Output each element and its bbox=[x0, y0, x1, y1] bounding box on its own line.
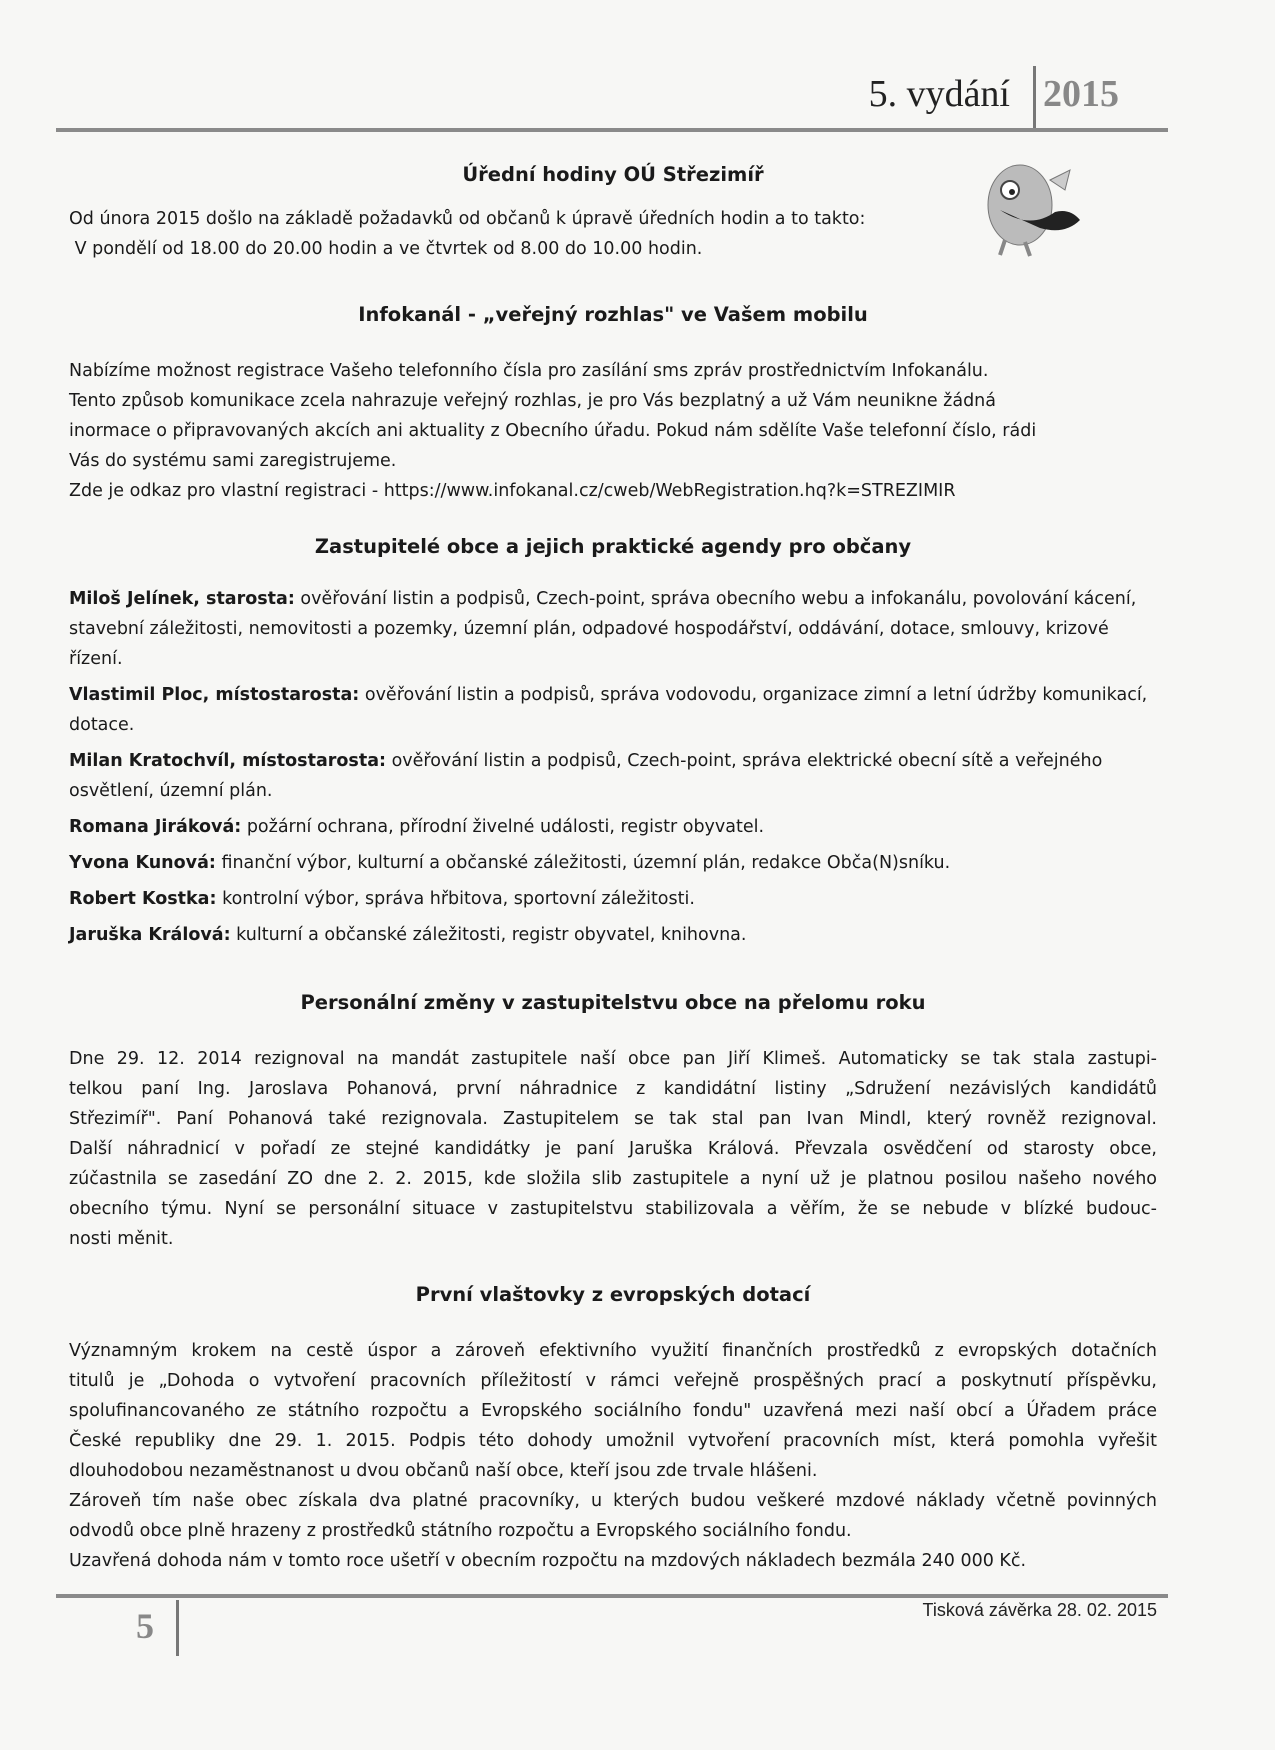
text-line: Dne 29. 12. 2014 rezignoval na mandát zastupitele naší obce pan Jiří Klimeš. Automaticky se tak stala zastupi- bbox=[69, 1049, 1157, 1069]
member-item bbox=[69, 920, 1157, 950]
text-line: Tento způsob komunikace zcela nahrazuje veřejný rozhlas, je pro Vás bezplatný a už Vám neunikne žádná bbox=[69, 391, 996, 411]
section-infokanal bbox=[69, 300, 1157, 506]
page-number: 5 bbox=[136, 1606, 154, 1646]
member-name: Jaruška Králová: bbox=[69, 925, 231, 945]
section-personnel-changes bbox=[69, 988, 1157, 1254]
section-representatives bbox=[69, 532, 1157, 956]
text-line: zúčastnila se zasedání ZO dne 2. 2. 2015, kde složila slib zastupitele a nyní už je platnou posilou našeho nového bbox=[69, 1169, 1157, 1189]
member-agenda: kulturní a občanské záležitosti, registr obyvatel, knihovna. bbox=[230, 925, 747, 945]
member-agenda: požární ochrana, přírodní živelné události, registr obyvatel. bbox=[241, 817, 765, 837]
text-line: Nabízíme možnost registrace Vašeho telefonního čísla pro zasílání sms zpráv prostřednictvím Infokanálu. bbox=[69, 361, 989, 381]
text-line: telkou paní Ing. Jaroslava Pohanová, první náhradnice z kandidátní listiny „Sdružení nezávislých kandidátů bbox=[69, 1079, 1157, 1099]
text-line: Významným krokem na cestě úspor a zároveň efektivního využití finančních prostředků z evropských dotačních bbox=[69, 1341, 1157, 1361]
text-line: Další náhradnicí v pořadí ze stejné kandidátky je paní Jaruška Králová. Převzala osvědčení od starosty obce, bbox=[69, 1139, 1157, 1159]
section-title: První vlaštovky z evropských dotací bbox=[415, 1283, 811, 1306]
member-agenda: ověřování listin a podpisů, správa vodovodu, organizace zimní a letní údržby komunikací, dotace. bbox=[69, 685, 1148, 735]
issue-label: 5. vydání bbox=[868, 73, 1010, 115]
member-name: Robert Kostka: bbox=[69, 889, 217, 909]
member-name: Vlastimil Ploc, místostarosta: bbox=[69, 685, 360, 705]
member-item bbox=[69, 812, 1157, 842]
member-name: Romana Jiráková: bbox=[69, 817, 242, 837]
text-line: odvodů obce plně hrazeny z prostředků státního rozpočtu a Evropského sociálního fondu. bbox=[69, 1521, 852, 1541]
footer-rule bbox=[56, 1594, 1168, 1598]
section-title: Infokanál - „veřejný rozhlas" ve Vašem mobilu bbox=[358, 303, 868, 326]
member-name: Milan Kratochvíl, místostarosta: bbox=[69, 751, 387, 771]
section-title: Úřední hodiny OÚ Střezimíř bbox=[462, 163, 764, 186]
registration-link[interactable]: Zde je odkaz pro vlastní registraci - https://www.infokanal.cz/cweb/WebRegistration.hq?k=STREZIMIR bbox=[69, 481, 956, 501]
header-divider bbox=[1033, 66, 1036, 128]
issue-year: 2015 bbox=[1043, 73, 1119, 115]
text-line: titulů je „Dohoda o vytvoření pracovních příležitostí v rámci veřejně prospěšných prací a poskytnutí příspěvku, bbox=[69, 1371, 1157, 1391]
text-line: nosti měnit. bbox=[69, 1229, 174, 1249]
member-agenda: ověřování listin a podpisů, Czech-point, správa elektrické obecní sítě a veřejného osvětlení, územní plán. bbox=[69, 751, 1103, 801]
section-eu-grants bbox=[69, 1280, 1157, 1576]
member-agenda: finanční výbor, kulturní a občanské záležitosti, územní plán, redakce Obča(N)sníku. bbox=[215, 853, 951, 873]
press-deadline: Tisková závěrka 28. 02. 2015 bbox=[922, 1600, 1157, 1620]
text-line: České republiky dne 29. 1. 2015. Podpis této dohody umožnil vytvoření pracovních míst, která pomohla vyřešit bbox=[69, 1431, 1157, 1451]
member-item bbox=[69, 584, 1157, 674]
member-agenda: kontrolní výbor, správa hřbitova, sportovní záležitosti. bbox=[216, 889, 695, 909]
section-office-hours bbox=[69, 160, 1157, 264]
text-line: spolufinancovaného ze státního rozpočtu a Evropského sociálního fondu" uzavřená mezi naší obcí a Úřadem práce bbox=[69, 1401, 1157, 1421]
text-line: V pondělí od 18.00 do 20.00 hodin a ve čtvrtek od 8.00 do 10.00 hodin. bbox=[69, 239, 703, 259]
member-item bbox=[69, 884, 1157, 914]
section-title: Personální změny v zastupitelstvu obce na přelomu roku bbox=[300, 991, 926, 1014]
text-line: Vás do systému sami zaregistrujeme. bbox=[69, 451, 397, 471]
text-line: obecního týmu. Nyní se personální situace v zastupitelstvu stabilizovala a věřím, že se nebude v blízké budouc- bbox=[69, 1199, 1157, 1219]
text-line: inormace o připravovaných akcích ani aktuality z Obecního úřadu. Pokud nám sdělíte Vaše telefonní číslo, rádi bbox=[69, 421, 1037, 441]
footer-divider bbox=[176, 1600, 179, 1656]
member-name: Miloš Jelínek, starosta: bbox=[69, 589, 295, 609]
member-name: Yvona Kunová: bbox=[69, 853, 216, 873]
text-line: Uzavřená dohoda nám v tomto roce ušetří v obecním rozpočtu na mzdových nákladech bezmála 240 000 Kč. bbox=[69, 1551, 1027, 1571]
text-line: Střezimíř". Paní Pohanová také rezignovala. Zastupitelem se tak stal pan Ivan Mindl, který rovněž rezignoval. bbox=[69, 1109, 1157, 1129]
text-line: Od února 2015 došlo na základě požadavků od občanů k úpravě úředních hodin a to takto: bbox=[69, 209, 866, 229]
text-line: dlouhodobou nezaměstnanost u dvou občanů naší obce, kteří jsou zde trvale hlášeni. bbox=[69, 1461, 818, 1481]
member-agenda: ověřování listin a podpisů, Czech-point, správa obecního webu a infokanálu, povolování kácení, stavební záležitosti, nemovitosti a pozemky, územní plán, odpadové hospodářství, oddávání, dotace, smlouvy, krizové řízení. bbox=[69, 589, 1137, 669]
header-rule bbox=[56, 128, 1168, 132]
member-item bbox=[69, 848, 1157, 878]
member-item bbox=[69, 746, 1157, 806]
text-line: Zároveň tím naše obec získala dva platné pracovníky, u kterých budou veškeré mzdové náklady včetně povinných bbox=[69, 1491, 1157, 1511]
section-title: Zastupitelé obce a jejich praktické agendy pro občany bbox=[314, 535, 912, 558]
member-item bbox=[69, 680, 1157, 740]
